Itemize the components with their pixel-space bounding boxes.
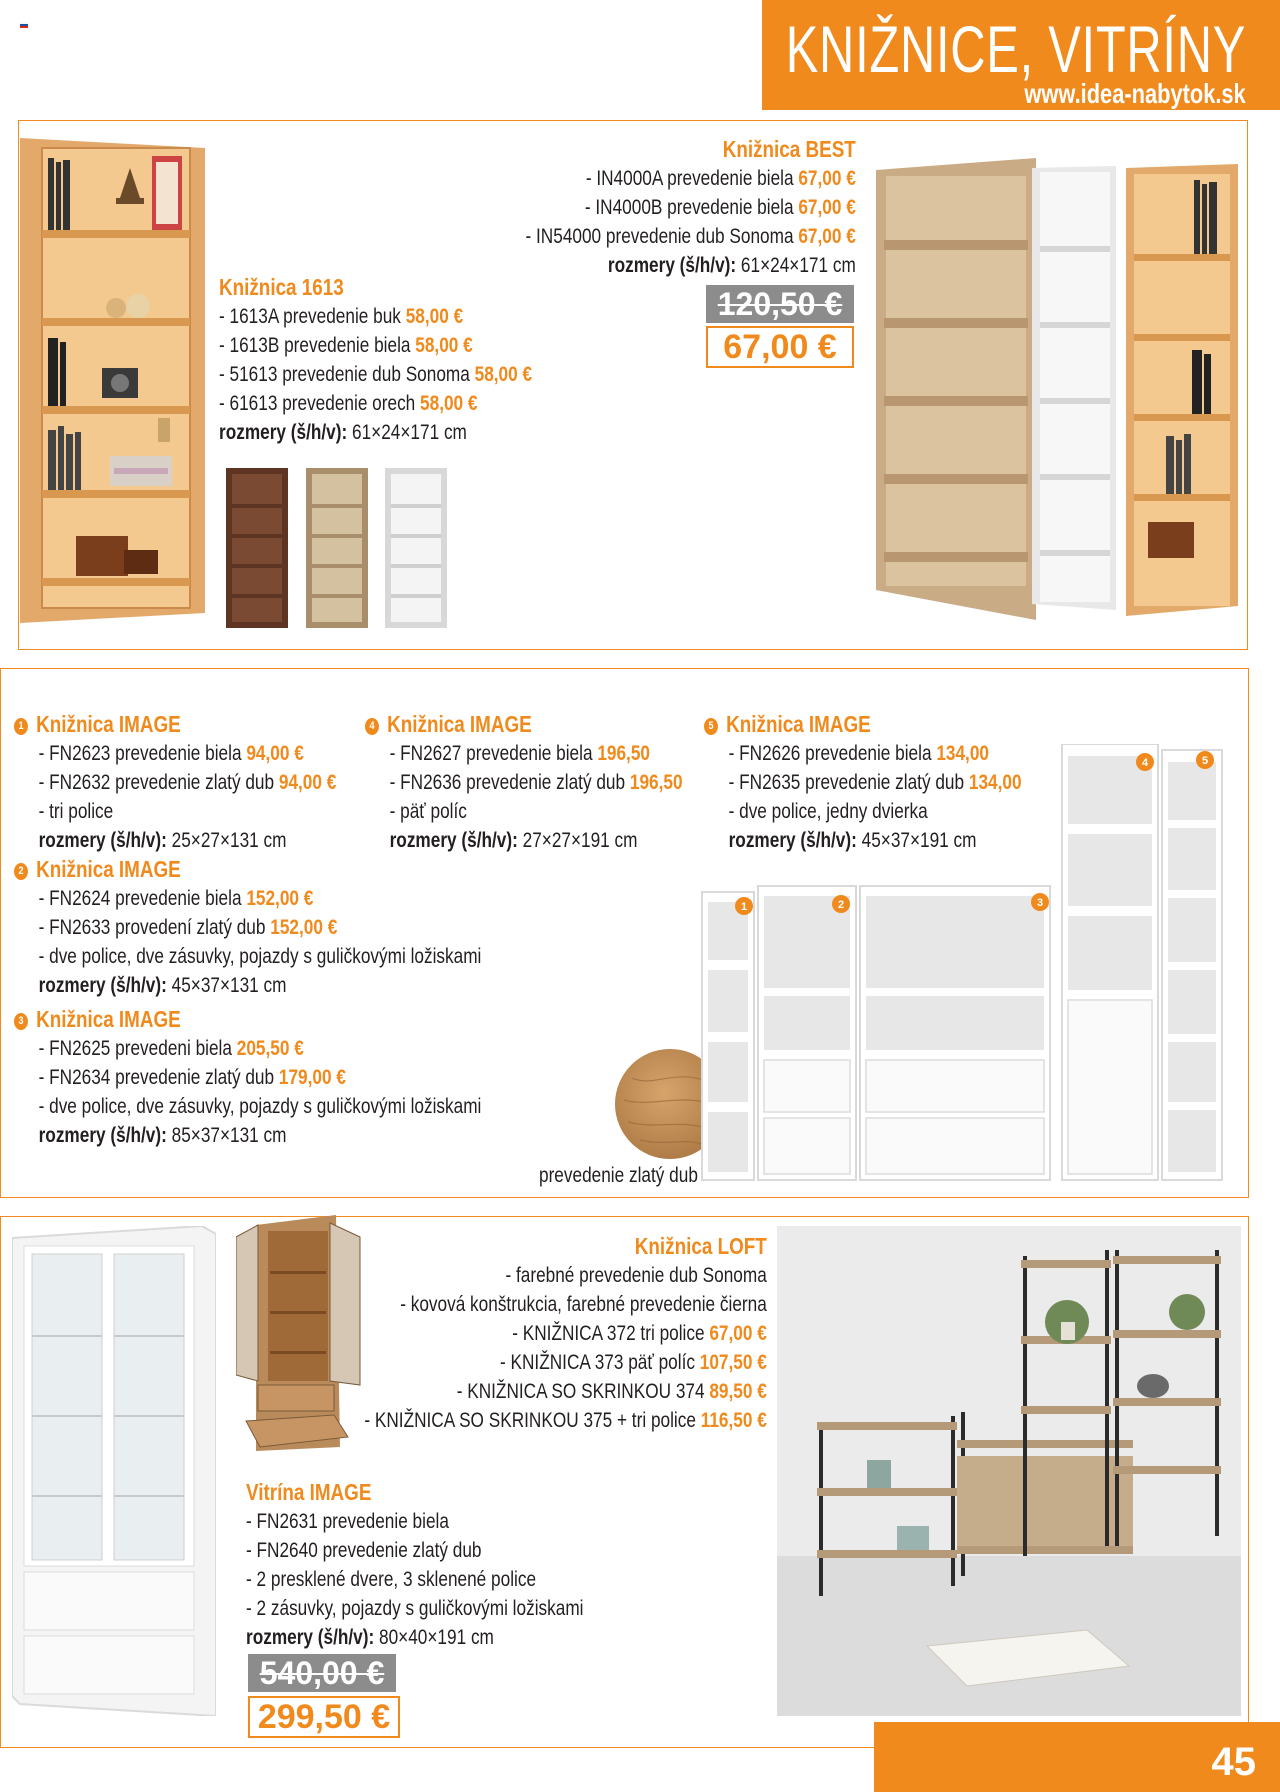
list-item: - FN2627 prevedenie biela 196,50 bbox=[389, 742, 651, 765]
list-item: - 51613 prevedenie dub Sonoma 58,00 € bbox=[219, 363, 533, 386]
list-item: - IN54000 prevedenie dub Sonoma 67,00 € bbox=[525, 225, 856, 248]
image-bookcase-1-info bbox=[14, 710, 336, 855]
list-item: - dve police, dve zásuvky, pojazdy s guličkovými ložiskami bbox=[38, 1095, 482, 1118]
dimensions: rozmery (š/h/v): 45×37×191 cm bbox=[728, 829, 977, 852]
bookcase-best-title: Knižnica BEST bbox=[722, 136, 856, 162]
list-item: - FN2633 provedení zlatý dub 152,00 € bbox=[38, 916, 338, 939]
list-item: - dve police, dve zásuvky, pojazdy s guličkovými ložiskami bbox=[38, 945, 482, 968]
set-marker-5: 5 bbox=[1201, 755, 1209, 767]
vitrina-title: Vitrína IMAGE bbox=[246, 1479, 372, 1505]
image-bookcase-2-title: Knižnica IMAGE bbox=[36, 856, 181, 882]
list-item: - FN2625 prevedeni biela 205,50 € bbox=[38, 1037, 304, 1060]
list-item: - tri police bbox=[38, 800, 114, 823]
list-item: - KNIŽNICA SO SKRINKOU 375 + tri police 116,50 € bbox=[364, 1409, 767, 1432]
dimensions: rozmery (š/h/v): 61×24×171 cm bbox=[219, 421, 467, 444]
bookcase-1613-sonoma-photo bbox=[306, 468, 368, 630]
vitrina-oak-photo bbox=[236, 1215, 364, 1453]
list-item: - farebné prevedenie dub Sonoma bbox=[505, 1264, 767, 1287]
list-item: - 2 zásuvky, pojazdy s guličkovými ložiskami bbox=[246, 1597, 584, 1620]
image-bookcase-set-photo bbox=[700, 744, 1230, 1190]
list-item: - KNIŽNICA SO SKRINKOU 374 89,50 € bbox=[456, 1380, 767, 1403]
set-marker-1: 1 bbox=[740, 901, 748, 913]
image-bookcase-2-info bbox=[14, 855, 481, 1000]
list-item: - FN2631 prevedenie biela bbox=[246, 1510, 449, 1533]
dimensions: rozmery (š/h/v): 25×27×131 cm bbox=[38, 829, 287, 852]
bookcase-1613-biela-photo bbox=[385, 468, 447, 630]
marker-3-icon: 3 bbox=[14, 1013, 28, 1030]
list-item: - FN2640 prevedenie zlatý dub bbox=[246, 1539, 482, 1562]
list-item: - kovová konštrukcia, farebné prevedenie čierna bbox=[400, 1293, 767, 1316]
page-title: KNIŽNICE, VITRÍNY bbox=[785, 12, 1246, 86]
bookcase-best-info bbox=[526, 135, 856, 280]
list-item: - FN2623 prevedenie biela 94,00 € bbox=[38, 742, 304, 765]
loft-room-photo bbox=[777, 1226, 1241, 1716]
bookcase-1613-title: Knižnica 1613 bbox=[219, 274, 344, 300]
image-bookcase-3-title: Knižnica IMAGE bbox=[36, 1006, 181, 1032]
page-number: 45 bbox=[1211, 1740, 1256, 1784]
dimensions: rozmery (š/h/v): 27×27×191 cm bbox=[389, 829, 638, 852]
dimensions: rozmery (š/h/v): 45×37×131 cm bbox=[38, 974, 287, 997]
list-item: - FN2634 prevedenie zlatý dub 179,00 € bbox=[38, 1066, 346, 1089]
vitrina-new-price: 299,50 € bbox=[248, 1696, 400, 1738]
set-marker-4: 4 bbox=[1141, 757, 1149, 769]
set-marker-2: 2 bbox=[837, 899, 845, 911]
vitrina-white-photo bbox=[12, 1226, 216, 1716]
list-item: - KNIŽNICA 373 päť políc 107,50 € bbox=[500, 1351, 767, 1374]
image-bookcase-4-info bbox=[365, 710, 683, 855]
list-item: - IN4000A prevedenie biela 67,00 € bbox=[586, 167, 856, 190]
image-bookcase-4-title: Knižnica IMAGE bbox=[387, 711, 532, 737]
dimensions: rozmery (š/h/v): 80×40×191 cm bbox=[246, 1626, 494, 1649]
website-url[interactable]: www.idea-nabytok.sk bbox=[1024, 78, 1246, 109]
marker-1-icon: 1 bbox=[14, 718, 28, 735]
best-new-price: 67,00 € bbox=[706, 326, 854, 368]
set-marker-3: 3 bbox=[1036, 897, 1044, 909]
marker-5-icon: 5 bbox=[704, 718, 718, 735]
image-bookcase-5-title: Knižnica IMAGE bbox=[726, 711, 871, 737]
marker-2-icon: 2 bbox=[14, 863, 28, 880]
loft-info bbox=[365, 1232, 767, 1435]
image-bookcase-1-title: Knižnica IMAGE bbox=[36, 711, 181, 737]
vitrina-info bbox=[246, 1478, 583, 1652]
list-item: - päť políc bbox=[389, 800, 467, 823]
best-old-price: 120,50 € bbox=[706, 285, 854, 323]
list-item: - KNIŽNICA 372 tri police 67,00 € bbox=[512, 1322, 767, 1345]
swatch-caption: prevedenie zlatý dub bbox=[539, 1164, 698, 1187]
list-item: - dve police, jedny dvierka bbox=[728, 800, 928, 823]
bookcase-best-photo bbox=[876, 158, 1238, 620]
flag-icon bbox=[20, 22, 28, 28]
vitrina-old-price: 540,00 € bbox=[248, 1654, 396, 1692]
dimensions: rozmery (š/h/v): 61×24×171 cm bbox=[608, 254, 856, 277]
bookcase-1613-orech-photo bbox=[226, 468, 288, 630]
bookcase-1613-photo bbox=[20, 138, 205, 623]
list-item: - FN2636 prevedenie zlatý dub 196,50 bbox=[389, 771, 683, 794]
list-item: - 2 presklené dvere, 3 sklenené police bbox=[246, 1568, 537, 1591]
list-item: - 1613A prevedenie buk 58,00 € bbox=[219, 305, 464, 328]
list-item: - FN2624 prevedenie biela 152,00 € bbox=[38, 887, 314, 910]
image-bookcase-3-info bbox=[14, 1005, 481, 1150]
list-item: - 61613 prevedenie orech 58,00 € bbox=[219, 392, 478, 415]
list-item: - FN2632 prevedenie zlatý dub 94,00 € bbox=[38, 771, 337, 794]
bookcase-1613-info bbox=[219, 273, 532, 447]
marker-4-icon: 4 bbox=[365, 718, 379, 735]
list-item: - FN2626 prevedenie biela 134,00 bbox=[728, 742, 990, 765]
loft-title: Knižnica LOFT bbox=[634, 1233, 767, 1259]
dimensions: rozmery (š/h/v): 85×37×131 cm bbox=[38, 1124, 287, 1147]
list-item: - FN2635 prevedenie zlatý dub 134,00 bbox=[728, 771, 1022, 794]
list-item: - IN4000B prevedenie biela 67,00 € bbox=[585, 196, 856, 219]
list-item: - 1613B prevedenie biela 58,00 € bbox=[219, 334, 473, 357]
